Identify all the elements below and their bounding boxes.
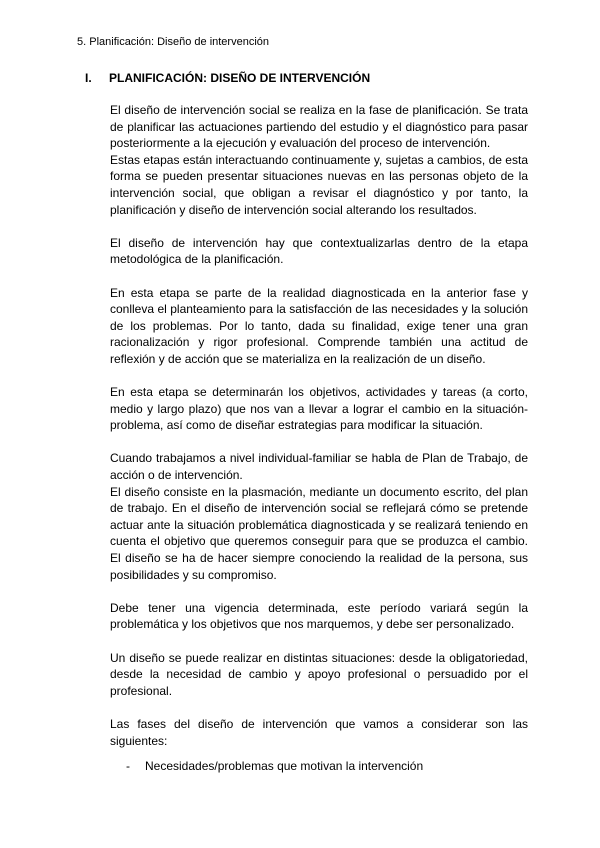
paragraph: En esta etapa se determinarán los objetivos, actividades y tareas (a corto, medio y largo plazo) que nos van a llevar a lograr el cambio en la situación-problema, así como de diseñar estrategias para modificar la situación.	[110, 385, 528, 433]
paragraph: Debe tener una vigencia determinada, este período variará según la problemática y los objetivos que nos marquemos, y debe ser personalizado.	[110, 600, 528, 632]
paragraph: El diseño de intervención hay que contextualizarlas dentro de la etapa metodológica de la planificación.	[110, 235, 528, 267]
body-text	[110, 102, 528, 749]
bullet-dash: -	[126, 759, 130, 773]
list-item-text: Necesidades/problemas que motivan la intervención	[145, 759, 424, 773]
list-item	[126, 759, 423, 773]
paragraph: Las fases del diseño de intervención que vamos a considerar son las siguientes:	[110, 716, 528, 748]
paragraph: Estas etapas están interactuando continuamente y, sujetas a cambios, de esta forma se pueden presentar situaciones nuevas en las personas objeto de la intervención social, que obligan a revisar el diagnóstico y por tanto, la planificación y diseño de intervención social alterando los resultados.	[110, 152, 528, 217]
section-heading	[85, 71, 370, 85]
running-header: 5. Planificación: Diseño de intervención	[77, 36, 270, 48]
paragraph: Un diseño se puede realizar en distintas situaciones: desde la obligatoriedad, desde la necesidad de cambio y apoyo profesional o persuadido por el profesional.	[110, 650, 528, 698]
section-title: PLANIFICACIÓN: DISEÑO DE INTERVENCIÓN	[109, 71, 371, 85]
paragraph: En esta etapa se parte de la realidad diagnosticada en la anterior fase y conlleva el planteamiento para la satisfacción de las necesidades y la solución de los problemas. Por lo tanto, dada su finalidad, exige tener una gran racionalización y rigor profesional. Comprende también una actitud de reflexión y de acción que se materializa en la realización de un diseño.	[110, 285, 528, 366]
paragraph: El diseño consiste en la plasmación, mediante un documento escrito, del plan de trabajo. En el diseño de intervención social se reflejará cómo se pretende actuar ante la situación problemática diagnosticada y se realizará teniendo en cuenta el objetivo que queremos conseguir para que se produzca el cambio. El diseño se ha de hacer siempre conociendo la realidad de la persona, sus posibilidades y su compromiso.	[110, 484, 528, 582]
paragraph: El diseño de intervención social se realiza en la fase de planificación. Se trata de planificar las actuaciones partiendo del estudio y el diagnóstico para pasar posteriormente a la ejecución y evaluación del proceso de intervención.	[110, 103, 528, 151]
section-number: I.	[85, 71, 92, 85]
paragraph: Cuando trabajamos a nivel individual-familiar se habla de Plan de Trabajo, de acción o de intervención.	[110, 451, 528, 483]
